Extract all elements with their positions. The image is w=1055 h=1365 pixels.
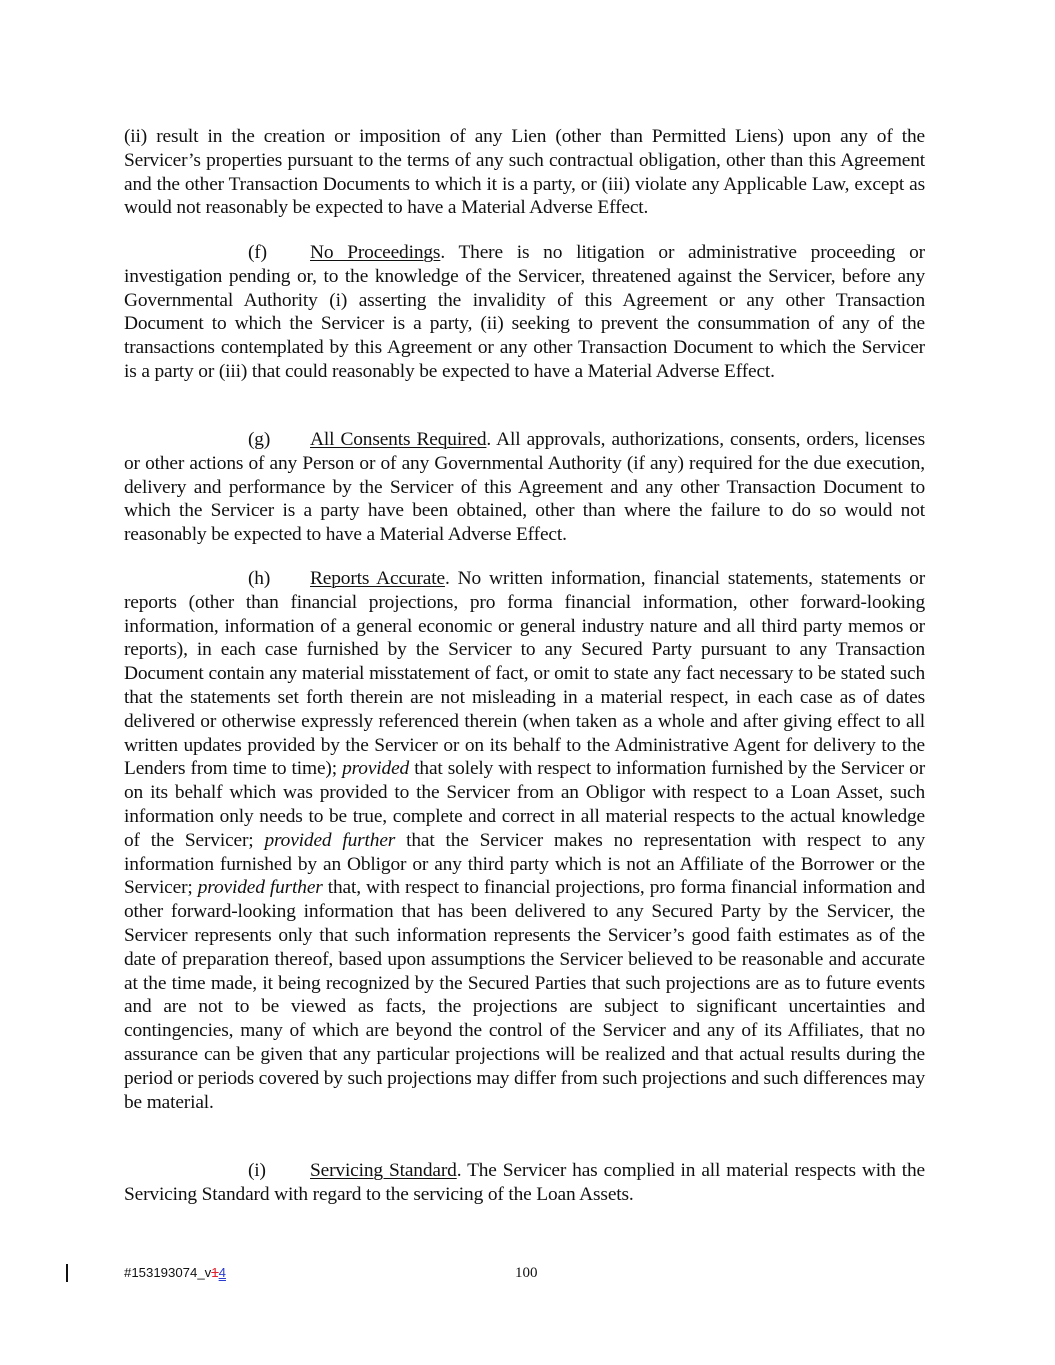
section-title-suffix: .: [486, 429, 492, 450]
section-h-reports-accurate: [124, 567, 925, 1114]
section-label: (f): [248, 242, 267, 263]
section-body-part-1: No written information, financial statements, statements or reports (other than financial projections, pro forma financial information, other forward-looking information, information of a general economic or general industry nature and all third party memos or reports), in each case furnished by the Servicer to any Secured Party pursuant to any Transaction Document contain any material misstatement of fact, or omit to state any fact necessary to be stated such that the statements set forth therein are not misleading in a material respect, in each case as of dates delivered or otherwise expressly referenced therein (when taken as a whole and after giving effect to all written updates provided by the Servicer or on its behalf to the Administrative Agent for delivery to the Lenders from time to time);: [124, 568, 925, 780]
section-title-suffix: .: [444, 568, 450, 589]
section-body-part-3: that the Servicer makes no representation with respect to any information furnished by an Obligor or any third party which is not an Affiliate of the Borrower or the Servicer;: [124, 829, 926, 899]
section-title: All Consents Required: [310, 429, 487, 450]
revision-deleted-text: 1: [211, 1265, 219, 1280]
revision-change-bar: [66, 1264, 68, 1282]
revision-inserted-text: 4: [218, 1265, 226, 1280]
document-id: [124, 1265, 226, 1280]
section-i-servicing-standard: [124, 1159, 925, 1207]
section-label: (g): [248, 429, 271, 450]
section-title: Reports Accurate: [310, 568, 445, 589]
proviso-further-italic: provided further: [197, 877, 323, 899]
proviso-italic: provided: [342, 758, 410, 780]
section-g-all-consents-required: [124, 428, 925, 547]
section-body-part-2: that solely with respect to information furnished by the Servicer or on its behalf which was provided to the Servicer from an Obligor with respect to a Loan Asset, such information only needs to be true, complete and correct in all material respects to the actual knowledge of the Servicer;: [124, 758, 925, 851]
section-label: (i): [248, 1160, 266, 1181]
section-title: No Proceedings: [310, 242, 441, 263]
section-label: (h): [248, 568, 271, 589]
section-body: There is no litigation or administrative proceeding or investigation pending or, to the knowledge of the Servicer, threatened against the Servicer, before any Governmental Authority (i) asserting the invalidity of this Agreement or any other Transaction Document to which the Servicer is a party, (ii) seeking to prevent the consummation of any of the transactions contemplated by this Agreement or any other Transaction Document to which the Servicer is a party or (iii) that could reasonably be expected to have a Material Adverse Effect.: [124, 242, 925, 382]
continuation-paragraph: (ii) result in the creation or imposition of any Lien (other than Permitted Liens) upon any of the Servicer’s properties pursuant to the terms of any such contractual obligation, other than this Agreement and the other Transaction Documents to which it is a party, or (iii) violate any Applicable Law, except as would not reasonably be expected to have a Material Adverse Effect.: [124, 126, 925, 219]
proviso-further-italic: provided further: [264, 829, 396, 851]
page-footer: [0, 1264, 1055, 1284]
section-body: The Servicer has complied in all material respects with the Servicing Standard with regard to the servicing of the Loan Assets.: [124, 1160, 925, 1205]
section-body: All approvals, authorizations, consents, orders, licenses or other actions of any Person or of any Governmental Authority (if any) required for the due execution, delivery and performance by the Servicer of this Agreement and any other Transaction Document to which the Servicer is a party have been obtained, other than where the failure to do so would not reasonably be expected to have a Material Adverse Effect.: [124, 429, 925, 546]
section-body-part-4: that, with respect to financial projections, pro forma financial information and other forward-looking information that has been delivered to any Secured Party by the Servicer, the Servicer represents only that such information represents the Servicer’s good faith estimates as of the date of preparation thereof, based upon assumptions the Servicer believed to be reasonable and accurate at the time made, it being recognized by the Secured Parties that such projections are as to future events and are not to be viewed as facts, the projections are subject to significant uncertainties and contingencies, many of which are beyond the control of the Servicer and any of its Affiliates, that no assurance can be given that any particular projections will be realized and that actual results during the period or periods covered by such projections may differ from such projections and such differences may be material.: [124, 877, 925, 1113]
section-title-suffix: .: [440, 242, 446, 263]
page-number: 100: [515, 1265, 538, 1281]
document-id-prefix: #153193074_v: [124, 1265, 212, 1280]
section-title: Servicing Standard: [310, 1160, 457, 1181]
section-f-no-proceedings: [124, 241, 925, 384]
section-title-suffix: .: [456, 1160, 462, 1181]
